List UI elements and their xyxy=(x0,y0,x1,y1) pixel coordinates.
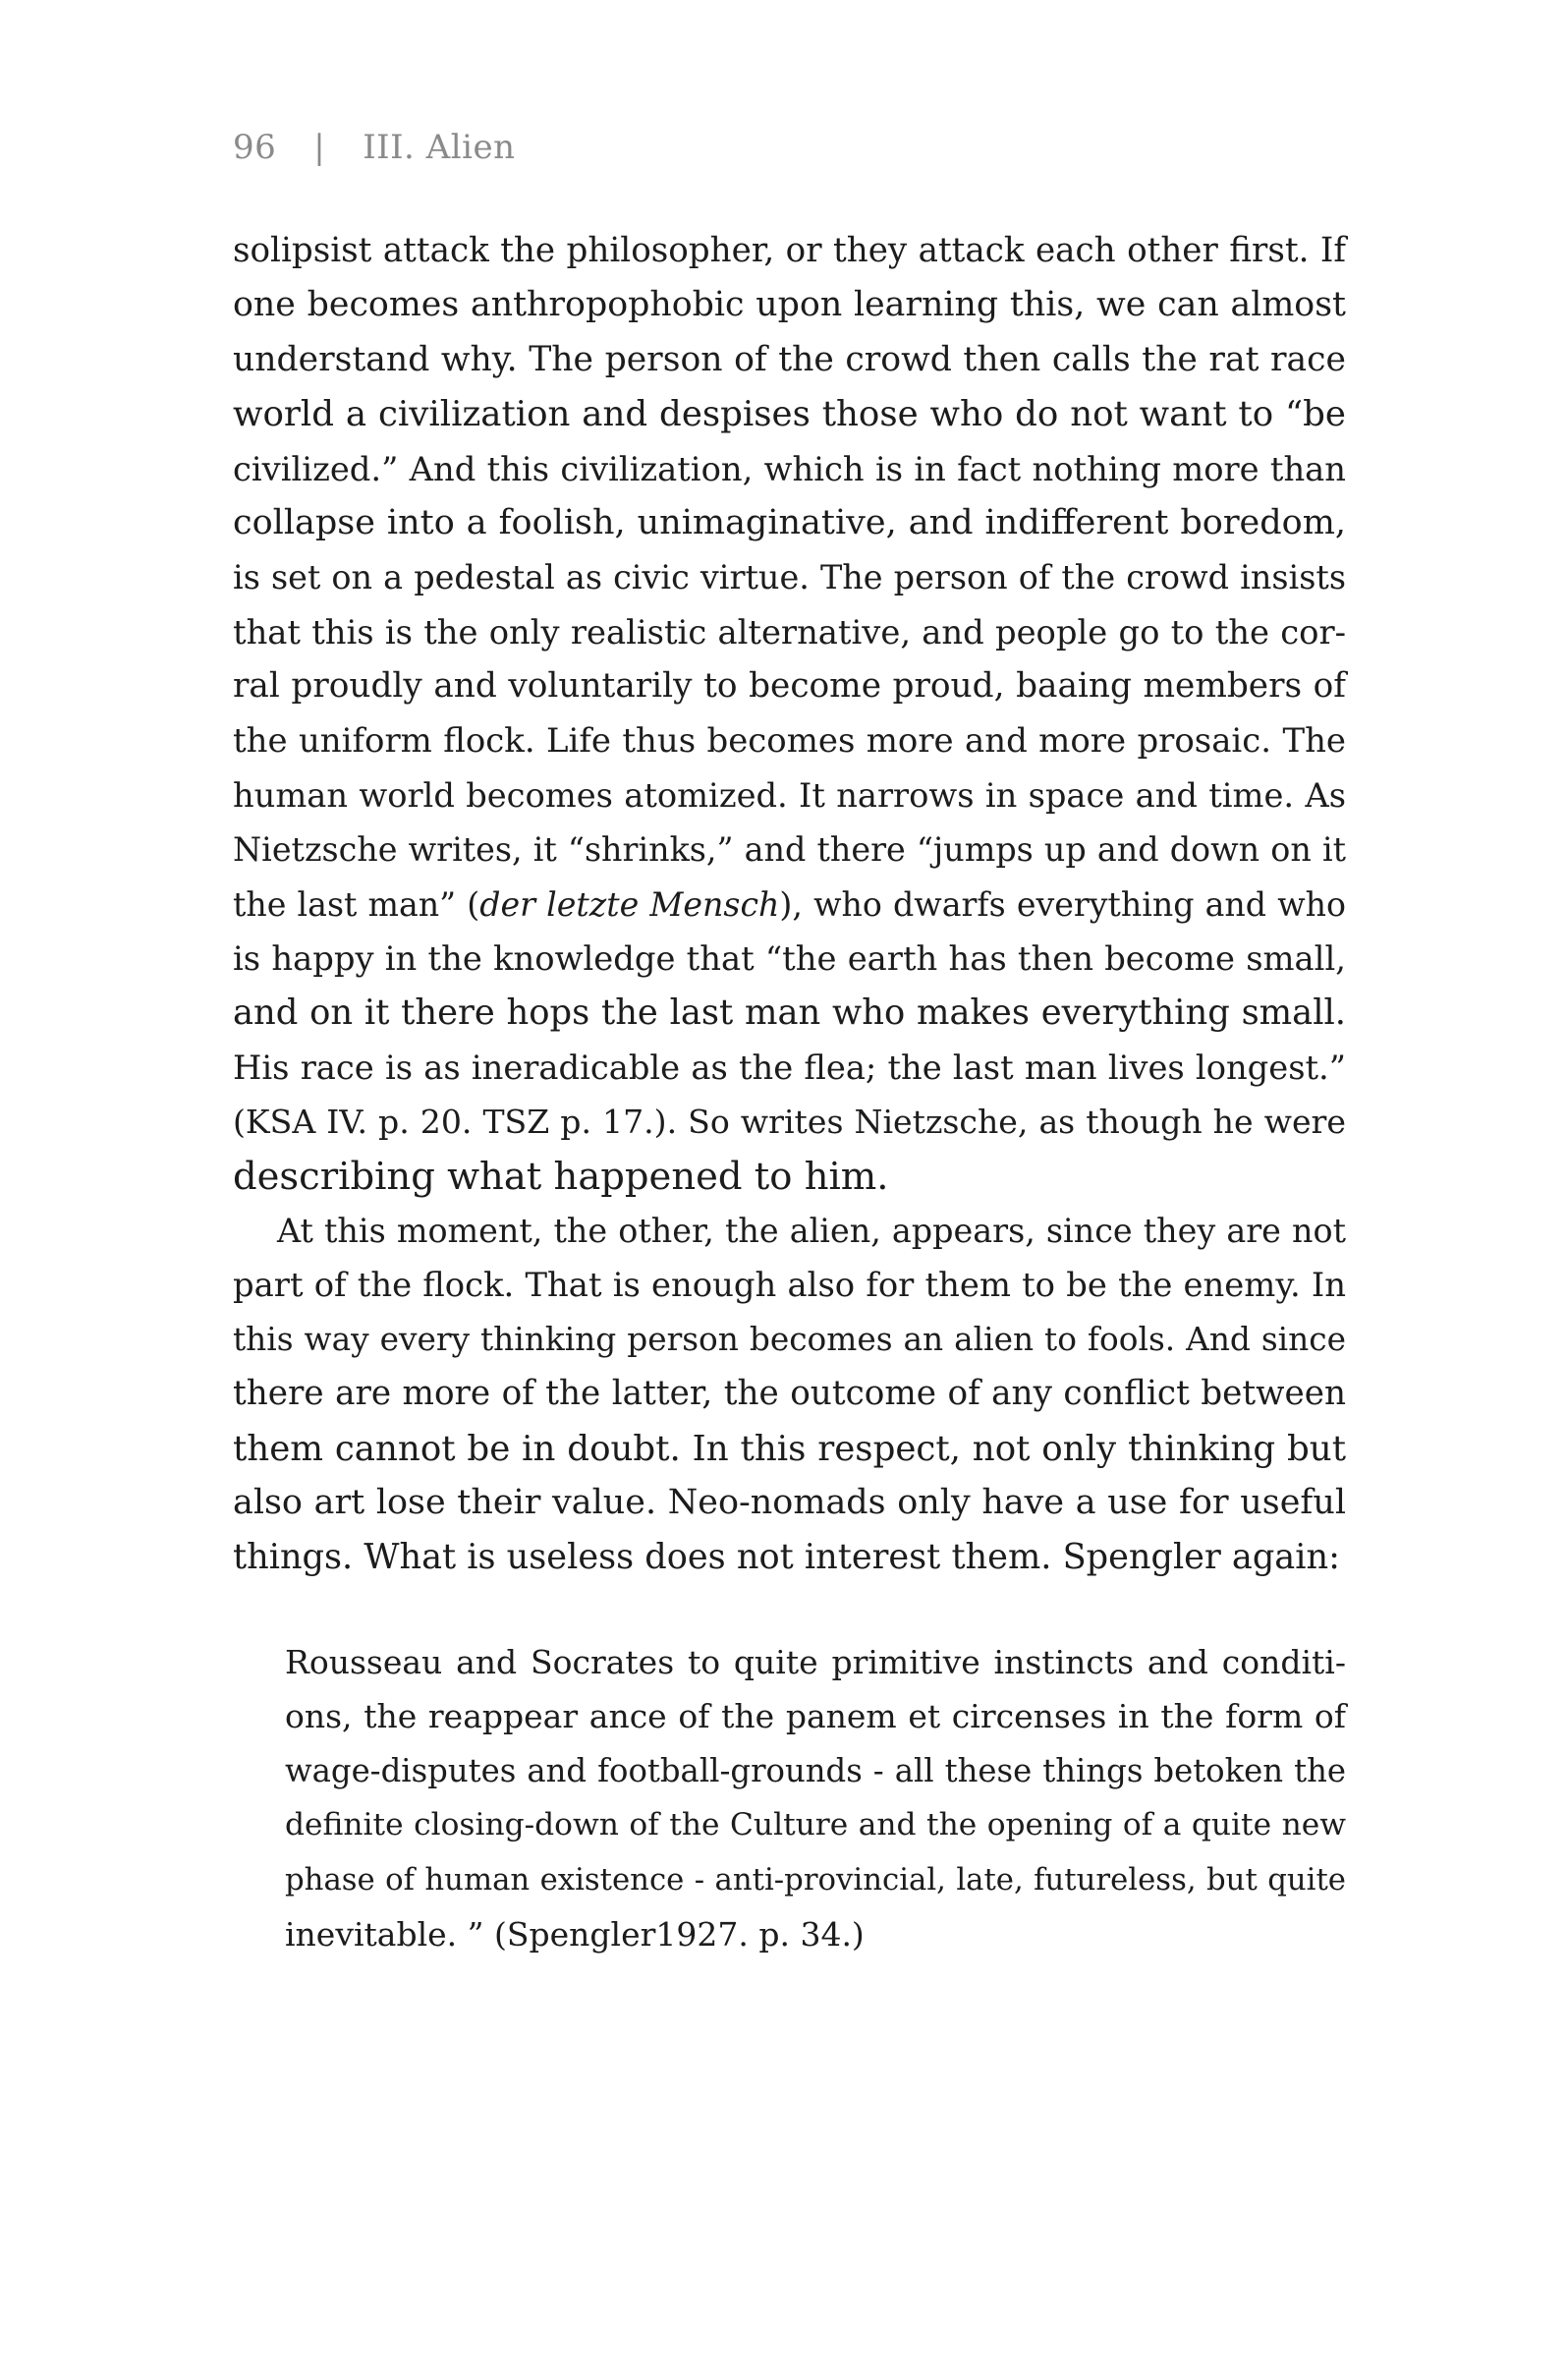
text-line: one becomes anthropophobic upon learning this, we can almost xyxy=(233,285,1346,325)
running-head xyxy=(233,128,515,167)
text-line: His race is as ineradicable as the flea; the last man lives longest.” xyxy=(233,1048,1346,1087)
quote-line: definite closing-down of the Culture and the opening of a quite new xyxy=(285,1807,1346,1843)
text-line: ral proudly and voluntarily to become proud, baaing members of xyxy=(233,666,1346,707)
italic-term: der letzte Mensch xyxy=(479,884,780,924)
text-line: Nietzsche writes, it “shrinks,” and there “jumps up and down on it xyxy=(233,830,1346,870)
text-fragment: ), who dwarfs everything and who xyxy=(779,884,1346,924)
text-line: part of the flock. That is enough also for them to be the enemy. In xyxy=(233,1266,1346,1305)
page-number: 96 xyxy=(233,128,277,167)
text-line-last: describing what happened to him. xyxy=(233,1154,889,1199)
text-line: is happy in the knowledge that “the earth has then become small, xyxy=(233,939,1346,979)
quote-line-last: inevitable. ” (Spengler1927. p. 34.) xyxy=(285,1914,865,1954)
text-line: human world becomes atomized. It narrows in space and time. As xyxy=(233,775,1346,815)
text-line: that this is the only realistic alternative, and people go to the cor- xyxy=(233,612,1346,652)
text-line: them cannot be in doubt. In this respect, not only thinking but xyxy=(233,1428,1346,1469)
text-line: and on it there hops the last man who makes everything small. xyxy=(233,992,1346,1034)
quote-line: wage-disputes and football-grounds - all these things betoken the xyxy=(285,1751,1346,1789)
text-line: the uniform flock. Life thus becomes more and more prosaic. The xyxy=(233,721,1346,761)
text-line: civilized.” And this civilization, which is in fact nothing more than xyxy=(233,449,1346,488)
header-separator: | xyxy=(313,128,326,167)
text-line: world a civilization and despises those who do not want to “be xyxy=(233,394,1346,435)
block-quote xyxy=(285,1635,1346,1961)
quote-line: phase of human existence - anti-provincial, late, futureless, but quite xyxy=(285,1861,1346,1898)
quote-line: ons, the reappear ance of the panem et circenses in the form of xyxy=(285,1697,1346,1736)
text-line: (KSA IV. p. 20. TSZ p. 17.). So writes Nietzsche, as though he were xyxy=(233,1103,1346,1142)
text-line-with-italic xyxy=(233,878,1346,932)
quote-line: Rousseau and Socrates to quite primitive instincts and conditi- xyxy=(285,1643,1346,1681)
text-line: is set on a pedestal as civic virtue. The person of the crowd insists xyxy=(233,558,1346,597)
text-line-indented: At this moment, the other, the alien, appears, since they are not xyxy=(277,1212,1346,1251)
text-fragment: the last man” ( xyxy=(233,884,480,924)
text-line: this way every thinking person becomes an alien to fools. And since xyxy=(233,1320,1346,1358)
text-line: solipsist attack the philosopher, or they attack each other first. If xyxy=(233,231,1346,270)
paragraph-2 xyxy=(233,1204,1346,1585)
text-line-last: things. What is useless does not interest them. Spengler again: xyxy=(233,1537,1340,1578)
text-line: there are more of the latter, the outcome of any conflict between xyxy=(233,1374,1346,1414)
chapter-title: III. Alien xyxy=(363,128,516,167)
paragraph-1 xyxy=(233,224,1346,1204)
text-line: also art lose their value. Neo-nomads only have a use for useful xyxy=(233,1482,1346,1522)
text-line: understand why. The person of the crowd then calls the rat race xyxy=(233,339,1346,379)
text-line: collapse into a foolish, unimaginative, and indifferent boredom, xyxy=(233,502,1346,542)
body-text xyxy=(233,224,1346,1585)
